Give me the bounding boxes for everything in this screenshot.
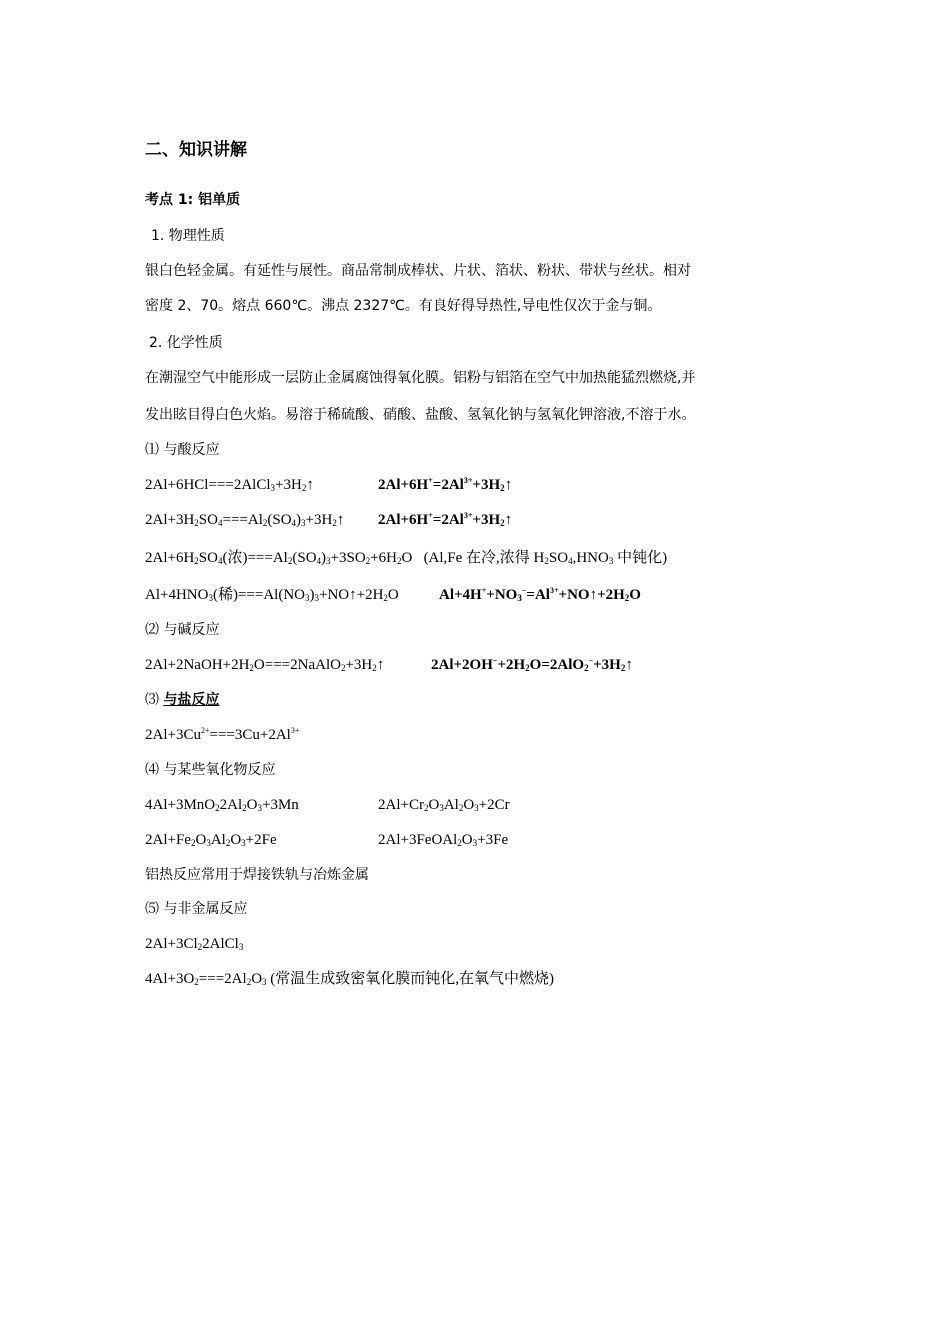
- acid-equation-2: $2Al+3H_2SO_4===Al_2(SO_4)_3+3H_2↑$: [145, 512, 345, 528]
- acid-equation-3-note: (Al,Fe 在冷,浓得 $H_2SO_4,HNO_3$ 中钝化): [423, 550, 668, 566]
- base-equation: $2Al+2NaOH+2H_2O===2NaAlO_2+3H_2↑$: [145, 657, 385, 673]
- nonmetal-equation-2: $4Al+3O_2===2Al_2O_3$ (常温生成致密氧化膜而钝化,在氧气中燃烧): [145, 971, 555, 987]
- salt-equation: $2Al+3Cu^{2+}===3Cu+2Al^{3+}$: [145, 726, 300, 743]
- acid-ionic-equation-4: $Al+4H^++NO_3^-=Al^{3+}+NO↑+2H_2O$: [439, 586, 641, 603]
- chemical-heading: 2. 化学性质: [149, 335, 223, 351]
- acid-equation-3: $2Al+6H_2SO_4$(浓)$===Al_2(SO_4)_3+3SO_2+6H_2O$ (Al,Fe 在冷,浓得 $H_2SO_4,HNO_3$ 中钝化): [145, 550, 668, 566]
- acid-ionic-equation-2: $2Al+6H^+=2Al^{3+}+3H_2↑$: [378, 511, 513, 528]
- acid-equation-1: $2Al+6HCl===2AlCl_3+3H_2↑$: [145, 477, 314, 493]
- physical-text-line-1: 银白色轻金属。有延性与展性。商品常制成棒状、片状、箔状、粉状、带状与丝状。相对: [145, 263, 691, 279]
- base-ionic-equation: $2Al+2OH^-+2H_2O=2AlO_2^-+3H_2↑$: [431, 656, 633, 673]
- acid-equation-4: $Al+4HNO_3$(稀)$===Al(NO_3)_3+NO↑+2H_2O$: [145, 587, 399, 603]
- nonmetal-heading: ⑸ 与非金属反应: [145, 901, 248, 917]
- chemical-text-line-1: 在潮湿空气中能形成一层防止金属腐蚀得氧化膜。铝粉与铝箔在空气中加热能猛烈燃烧,并: [145, 370, 696, 386]
- physical-text-line-2: 密度 2、70。熔点 660℃。沸点 2327℃。有良好得导热性,导电性仅次于金与铜。: [145, 298, 662, 314]
- nonmetal-equation-1: $2Al+3Cl_22AlCl_3$: [145, 936, 244, 952]
- salt-heading: ⑶ 与盐反应: [145, 692, 220, 708]
- acid-heading: ⑴ 与酸反应: [145, 442, 220, 458]
- base-heading: ⑵ 与碱反应: [145, 622, 220, 638]
- oxide-equation-2: $2Al+Cr_2O_3Al_2O_3+2Cr$: [378, 797, 510, 813]
- oxide-equation-4: $2Al+3FeOAl_2O_3+3Fe$: [378, 832, 509, 848]
- topic-title: 考点 1: 铝单质: [145, 192, 241, 208]
- oxide-equation-3: $2Al+Fe_2O_3Al_2O_3+2Fe$: [145, 832, 277, 848]
- oxide-equation-1: $4Al+3MnO_22Al_2O_3+3Mn$: [145, 797, 299, 813]
- section-title: 二、知识讲解: [145, 140, 247, 160]
- oxide-heading: ⑷ 与某些氧化物反应: [145, 762, 276, 778]
- chemical-text-line-2: 发出眩目得白色火焰。易溶于稀硫酸、硝酸、盐酸、氢氧化钠与氢氧化钾溶液,不溶于水。: [145, 407, 696, 423]
- acid-ionic-equation-1: $2Al+6H^+=2Al^{3+}+3H_2↑$: [378, 476, 513, 493]
- physical-heading: 1. 物理性质: [151, 228, 225, 244]
- oxide-note: 铝热反应常用于焊接铁轨与冶炼金属: [145, 867, 369, 883]
